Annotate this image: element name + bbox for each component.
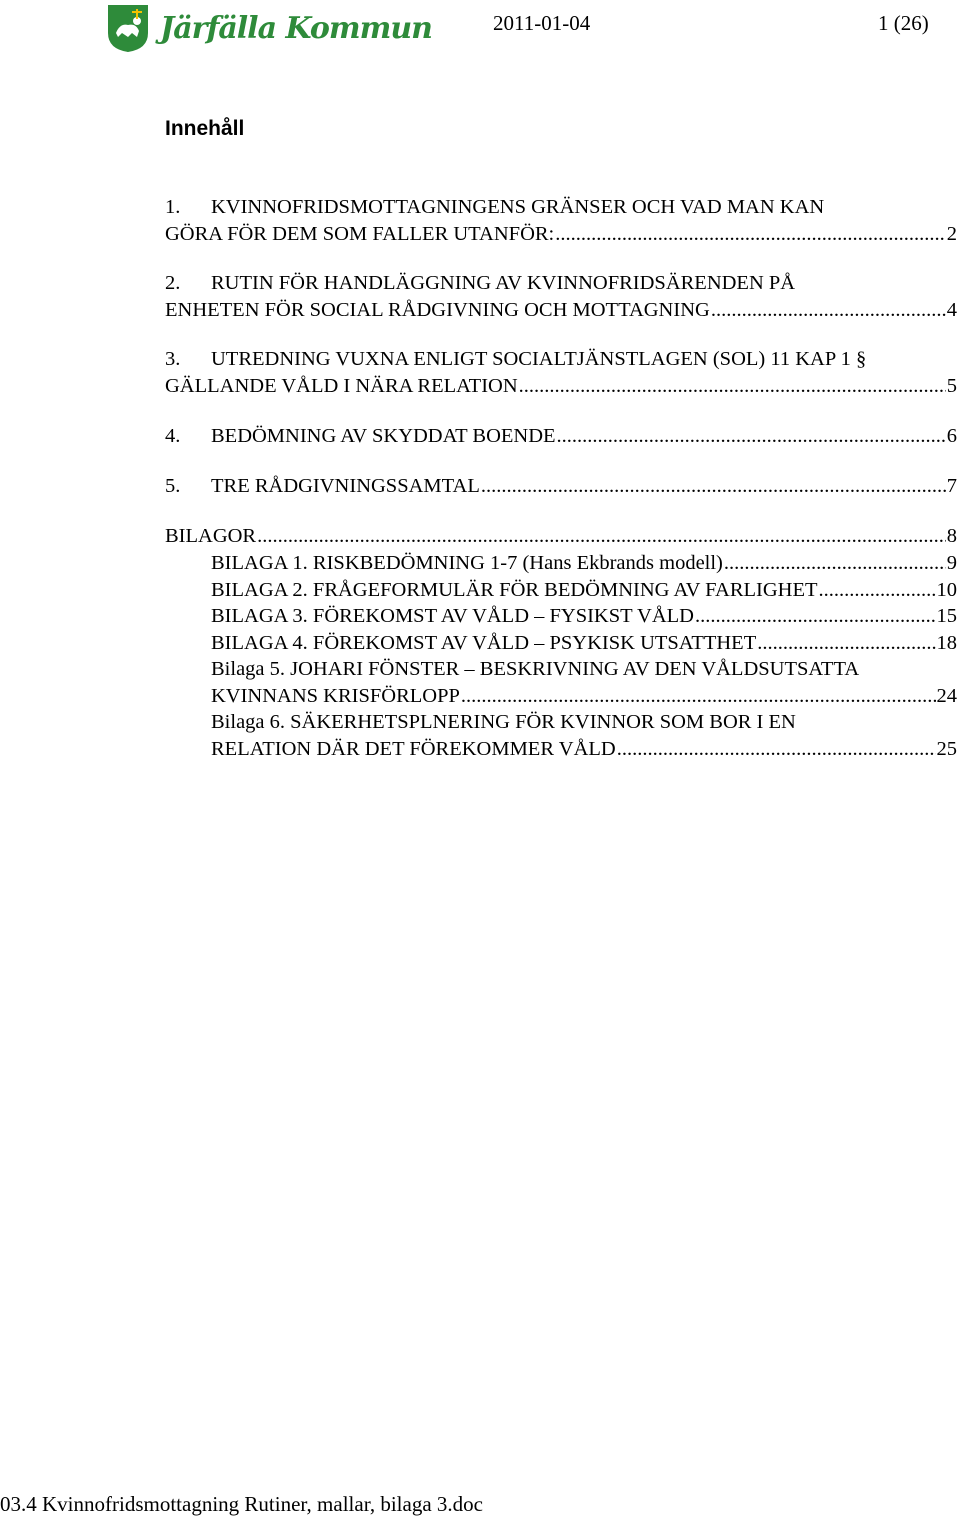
footer-filename: 03.4 Kvinnofridsmottagning Rutiner, mallar, bilaga 3.doc xyxy=(0,1492,483,1516)
coat-of-arms-icon xyxy=(106,3,150,53)
municipality-logo xyxy=(106,3,432,53)
toc-entry-1[interactable] xyxy=(165,194,957,248)
toc-entry-page: 15 xyxy=(936,605,957,627)
toc-entry-text: BILAGA 3. FÖREKOMST AV VÅLD – FYSIKST VÅLD xyxy=(211,605,694,627)
toc-entry-number: 1. xyxy=(165,196,181,218)
toc-entry-page: 9 xyxy=(946,552,957,574)
toc-entry-page: 2 xyxy=(946,223,957,245)
toc-entry-text: KVINNANS KRISFÖRLOPP xyxy=(211,685,460,707)
page-header xyxy=(0,0,960,60)
toc-entry-text: GÄLLANDE VÅLD I NÄRA RELATION xyxy=(165,375,518,397)
toc-entry-page: 6 xyxy=(946,425,957,447)
toc-leader-dots xyxy=(461,683,936,710)
toc-entry-page: 7 xyxy=(946,475,957,497)
document-date: 2011-01-04 xyxy=(493,11,591,35)
toc-entry-number: 5. xyxy=(165,475,181,497)
toc-entry-text: BILAGOR xyxy=(165,525,257,547)
logo-text: Järfälla Kommun xyxy=(160,10,432,46)
toc-entry-page: 4 xyxy=(946,299,957,321)
toc-entry-text: BILAGA 2. FRÅGEFORMULÄR FÖR BEDÖMNING AV FARLIGHET xyxy=(211,579,818,601)
toc-entry-page: 10 xyxy=(936,579,957,601)
toc-entry-text: Bilaga 6. SÄKERHETSPLNERING FÖR KVINNOR SOM BOR I EN xyxy=(211,711,796,733)
toc-entry-text: Bilaga 5. JOHARI FÖNSTER – BESKRIVNING AV DEN VÅLDSUTSATTA xyxy=(211,658,860,680)
toc-entry-text: BILAGA 4. FÖREKOMST AV VÅLD – PSYKISK UTSATTHET xyxy=(211,632,757,654)
toc-entry-text: RELATION DÄR DET FÖREKOMMER VÅLD xyxy=(211,738,616,760)
toc-entry-5[interactable] xyxy=(165,473,957,500)
page-number: 1 (26) xyxy=(878,11,929,35)
toc-leader-dots xyxy=(695,603,936,630)
toc-leader-dots xyxy=(757,630,935,657)
toc-entry-text: GÖRA FÖR DEM SOM FALLER UTANFÖR: xyxy=(165,223,555,245)
toc-leader-dots xyxy=(481,473,946,500)
toc-entry-2[interactable] xyxy=(165,270,957,324)
toc-entry-page: 5 xyxy=(946,375,957,397)
toc-appendix-3[interactable] xyxy=(211,603,957,630)
toc-entry-text: BEDÖMNING AV SKYDDAT BOENDE xyxy=(211,425,556,447)
toc-entry-number: 2. xyxy=(165,272,181,294)
toc-title: Innehåll xyxy=(165,117,245,140)
toc-leader-dots xyxy=(724,550,946,577)
toc-entry-page: 8 xyxy=(946,525,957,547)
toc-leader-dots xyxy=(555,221,946,248)
toc-appendix-5[interactable] xyxy=(211,656,957,710)
toc-entry-4[interactable] xyxy=(165,423,957,450)
toc-appendix-4[interactable] xyxy=(211,630,957,657)
toc-entry-page: 18 xyxy=(936,632,957,654)
toc-entry-text: ENHETEN FÖR SOCIAL RÅDGIVNING OCH MOTTAGNING xyxy=(165,299,710,321)
toc-entry-text: UTREDNING VUXNA ENLIGT SOCIALTJÄNSTLAGEN (SOL) 11 KAP 1 § xyxy=(211,348,867,370)
toc-entry-bilagor[interactable] xyxy=(165,523,957,550)
toc-leader-dots xyxy=(617,736,936,763)
toc-leader-dots xyxy=(711,297,946,324)
toc-entry-text: KVINNOFRIDSMOTTAGNINGENS GRÄNSER OCH VAD MAN KAN xyxy=(211,196,825,218)
toc-appendix-6[interactable] xyxy=(211,709,957,763)
toc-leader-dots xyxy=(257,523,946,550)
toc-entry-number: 4. xyxy=(165,425,181,447)
toc-entry-text: TRE RÅDGIVNINGSSAMTAL xyxy=(211,475,480,497)
toc-appendix-2[interactable] xyxy=(211,577,957,604)
toc-appendix-1[interactable] xyxy=(211,550,957,577)
toc-entry-number: 3. xyxy=(165,348,181,370)
toc-leader-dots xyxy=(519,373,946,400)
toc-entry-page: 25 xyxy=(936,738,957,760)
toc-entry-text: BILAGA 1. RISKBEDÖMNING 1-7 (Hans Ekbrands modell) xyxy=(211,552,723,574)
toc-leader-dots xyxy=(819,577,936,604)
toc-leader-dots xyxy=(557,423,946,450)
toc-entry-page: 24 xyxy=(936,685,957,707)
toc-entry-3[interactable] xyxy=(165,346,957,400)
toc-entry-text: RUTIN FÖR HANDLÄGGNING AV KVINNOFRIDSÄRENDEN PÅ xyxy=(211,272,796,294)
